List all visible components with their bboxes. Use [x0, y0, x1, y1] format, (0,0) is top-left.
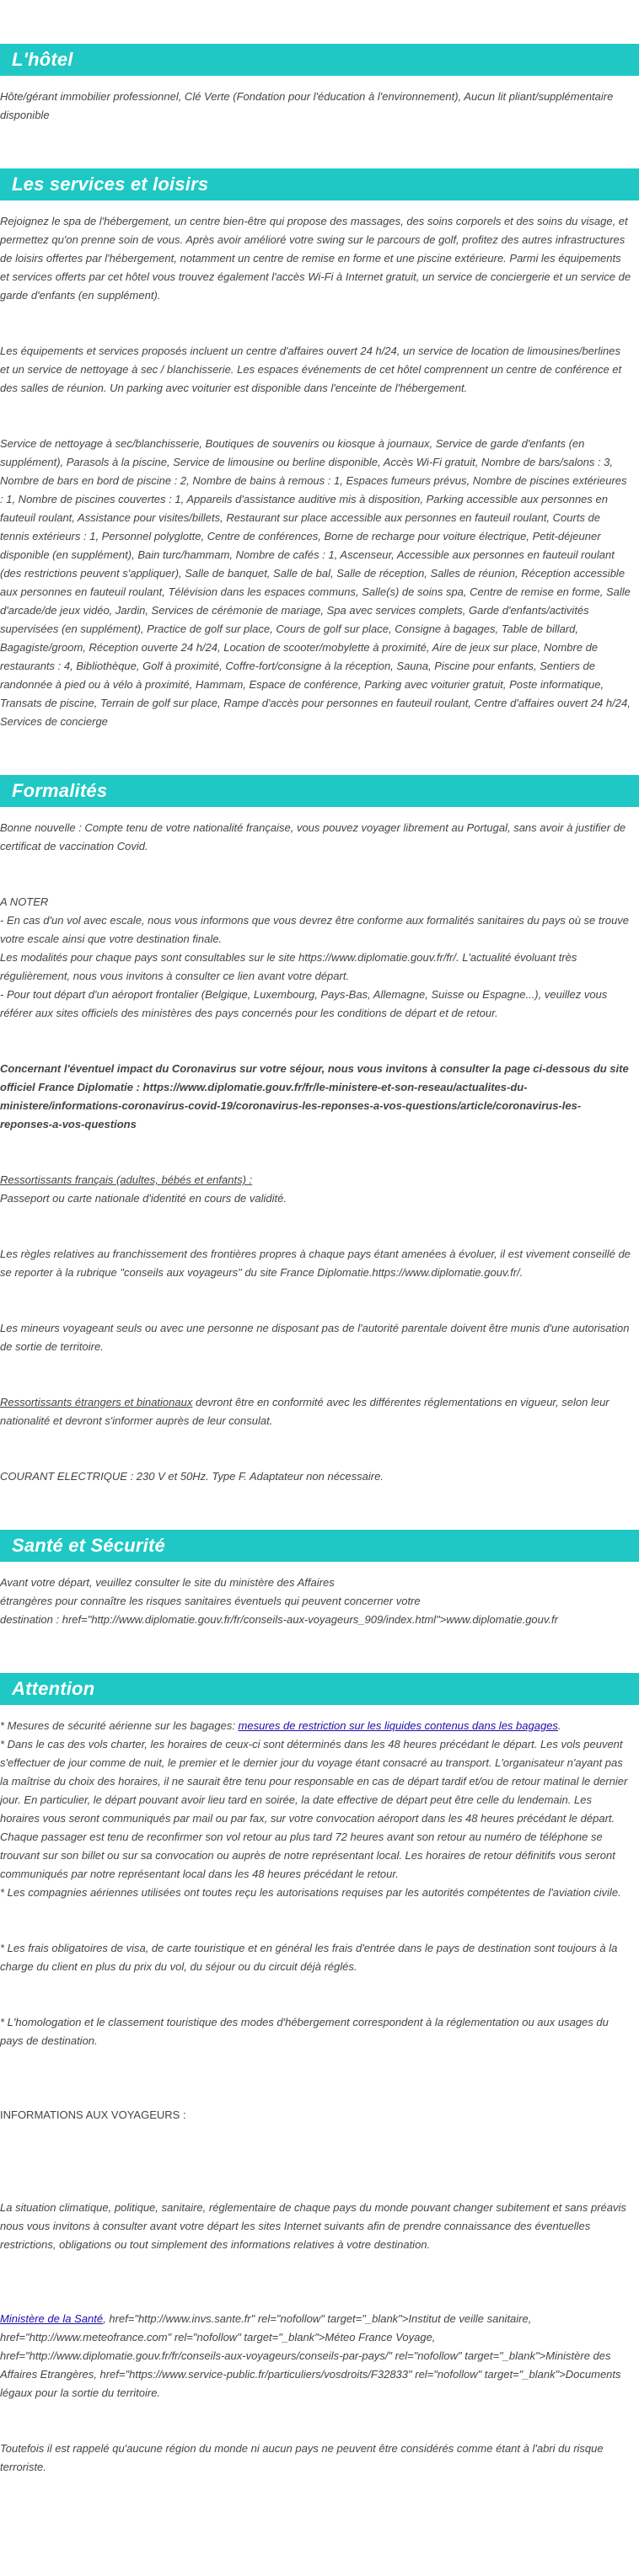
formalites-regles: Les règles relatives au franchissement des frontières propres à chaque pays étant amenées à évoluer, il est vivement conseillé de se reporter à la rubrique "conseils aux voyageurs" du site France Diplomatie.https://www.diplomatie.gouv.fr/.	[0, 1248, 631, 1279]
section-title-attention: Attention	[12, 1678, 95, 1699]
liquides-restriction-link[interactable]: mesures de restriction sur les liquides contenus dans les bagages	[238, 1719, 558, 1732]
formalites-a-noter: A NOTER	[0, 895, 49, 908]
section-header-hotel	[0, 44, 639, 76]
attention-charter: * Dans le cas des vols charter, les horaires de ceux-ci sont déterminés dans les 48 heures précédant le départ. Les vols peuvent s'effectuer de jour comme de nuit, le premier et le dernier jour du voyage étant consacré au transport. L'organisateur n'ayant pas la maîtrise du choix des horaires, il ne saurait être tenu pour responsable en cas de départ tardif et/ou de retour matinal le dernier jour. En particulier, le départ pouvant avoir lieu tard en soirée, la date effective de départ peut être celle du lendemain. Les horaires vous seront communiqués par mail ou par fax, sur votre convocation aéroport dans les 48 heures précédant le départ. Chaque passager est tenu de reconfirmer son vol retour au plus tard 72 heures avant son retour au numéro de téléphone se trouvant sur son billet ou sur sa convocation ou auprès de notre représentant local. Les horaires de retour définitifs vous seront communiqués par notre représentant local dans les 48 heures précédant le retour.	[0, 1738, 628, 1880]
section-header-formalites	[0, 775, 639, 807]
informations-voyageurs-2: nous vous invitons à consulter avant votre départ les sites Internet suivants afin de prendre connaissance des éventuelles restrictions, obligations ou tout simplement des informations relatives à votre destination.	[0, 2220, 591, 2251]
sante-line-1: Avant votre départ, veuillez consulter le site du ministère des Affaires	[0, 1576, 335, 1589]
informations-links	[0, 2310, 632, 2402]
formalites-text	[0, 819, 639, 1486]
services-text	[0, 212, 639, 731]
informations-links-text: , href="http://www.invs.sante.fr" rel="nofollow" target="_blank">Institut de veille sanitaire, href="http://www.meteofrance.com" rel="nofollow" target="_blank">Méteo France Voyage, href="http://www.diplomatie.gouv.fr/fr/conseils-aux-voyageurs/conseils-par-pays/" rel="nofollow" target="_blank">Ministère des Affaires Etrangères, href="https://www.service-public.fr/particuliers/vosdroits/F32833" rel="nofollow" target="_blank">Documents légaux pour la sortie du territoire.	[0, 2312, 621, 2399]
services-paragraph-1: Rejoignez le spa de l'hébergement, un centre bien-être qui propose des massages, des soins corporels et des soins du visage, et permettez qu'on prenne soin de vous. Après avoir amélioré votre swing sur le parcours de golf, profitez des autres infrastructures de loisirs offertes par l'hébergement, notamment un centre de remise en forme et une piscine extérieure. Parmi les équipements et services offerts par cet hôtel vous trouvez également l'accès Wi-Fi à Internet gratuit, un service de conciergerie et un service de garde d'enfants (en supplément).	[0, 215, 631, 302]
attention-bagages	[0, 1717, 632, 1735]
attention-compagnies: * Les compagnies aériennes utilisées ont toutes reçu les autorisations requises par les autorités compétentes de l'aviation civile.	[0, 1886, 621, 1899]
section-title-services: Les services et loisirs	[12, 174, 209, 195]
section-attention	[0, 1673, 639, 2477]
attention-text	[0, 1717, 639, 2477]
formalites-coronavirus: Concernant l'éventuel impact du Coronavirus sur votre séjour, nous vous invitons à consulter la page ci-dessous du site officiel France Diplomatie : https://www.diplomatie.gouv.fr/fr/le-ministere-et-son-reseau/actualites-du-ministere/informations-coronavirus-covid-19/coronavirus-les-reponses-a-vos-questions/article/coronavirus-les-reponses-a-vos-questions	[0, 1062, 629, 1130]
formalites-frontalier: - Pour tout départ d'un aéroport frontalier (Belgique, Luxembourg, Pays-Bas, Allemagne, Suisse ou Espagne...), veuillez vous référer aux sites officiels des ministères des pays concernés pour les conditions de départ et de retour.	[0, 988, 608, 1019]
informations-voyageurs-title: INFORMATIONS AUX VOYAGEURS :	[0, 2108, 186, 2121]
section-header-attention	[0, 1673, 639, 1705]
attention-bagages-text: * Mesures de sécurité aérienne sur les bagages:	[0, 1719, 239, 1732]
ministere-sante-link[interactable]: Ministère de la Santé	[0, 2312, 104, 2325]
section-services	[0, 168, 639, 731]
formalites-modalites: Les modalités pour chaque pays sont consultables sur le site https://www.diplomatie.gouv.fr/fr/. L'actualité évoluant très régulièrement, nous vous invitons à consulter ce lien avant votre départ.	[0, 951, 577, 982]
formalites-etrangers-text: devront être en conformité avec les différentes réglementations en vigueur, selon leur nationalité et devront s'informer auprès de leur consulat.	[0, 1396, 609, 1427]
informations-voyageurs-1: La situation climatique, politique, sanitaire, réglementaire de chaque pays du monde pouvant changer subitement et sans préavis	[0, 2201, 626, 2214]
formalites-passeport: Passeport ou carte nationale d'identité en cours de validité.	[0, 1192, 287, 1205]
formalites-courant: COURANT ELECTRIQUE : 230 V et 50Hz. Type F. Adaptateur non nécessaire.	[0, 1470, 384, 1483]
services-paragraph-2: Les équipements et services proposés incluent un centre d'affaires ouvert 24 h/24, un service de location de limousines/berlines et un service de nettoyage à sec / blanchisserie. Les espaces événements de cet hôtel comprennent un centre de conférence et des salles de réunion. Un parking avec voiturier est disponible dans l'enceinte de l'hébergement.	[0, 345, 622, 394]
formalites-ressortissants-francais: Ressortissants français (adultes, bébés et enfants) :	[0, 1173, 253, 1186]
formalites-mineurs: Les mineurs voyageant seuls ou avec une personne ne disposant pas de l'autorité parentale doivent être munis d'une autorisation de sortie de territoire.	[0, 1322, 630, 1353]
hotel-text	[0, 88, 639, 125]
attention-homologation: * L'homologation et le classement touristique des modes d'hébergement correspondent à la réglementation ou aux usages du pays de destination.	[0, 2016, 609, 2047]
page	[0, 44, 639, 2477]
section-title-formalites: Formalités	[12, 780, 108, 801]
section-title-hotel: L'hôtel	[12, 49, 73, 70]
attention-frais: * Les frais obligatoires de visa, de carte touristique et en général les frais d'entrée dans le pays de destination sont toujours à la charge du client en plus du prix du vol, du séjour ou du circuit déjà réglés.	[0, 1942, 618, 1973]
formalites-escale: - En cas d'un vol avec escale, nous vous informons que vous devrez être conforme aux formalités sanitaires du pays où se trouve votre escale ainsi que votre destination finale.	[0, 914, 630, 945]
section-header-sante	[0, 1530, 639, 1562]
formalites-etrangers	[0, 1393, 632, 1430]
attention-bagages-end: .	[557, 1719, 561, 1732]
sante-line-3: destination : href="http://www.diplomatie.gouv.fr/fr/conseils-aux-voyageurs_909/index.html">www.diplomatie.gouv.fr	[0, 1613, 558, 1626]
section-sante	[0, 1530, 639, 1629]
section-hotel	[0, 44, 639, 125]
services-paragraph-3: Service de nettoyage à sec/blanchisserie, Boutiques de souvenirs ou kiosque à journaux, Service de garde d'enfants (en supplément), Parasols à la piscine, Service de limousine ou berline disponible, Accès Wi-Fi gratuit, Nombre de bars/salons : 3, Nombre de bars en bord de piscine : 2, Nombre de bains à remous : 1, Espaces fumeurs prévus, Nombre de piscines extérieures : 1, Nombre de piscines couvertes : 1, Appareils d'assistance auditive mis à disposition, Parking accessible aux personnes en fauteuil roulant, Assistance pour visites/billets, Restaurant sur place accessible aux personnes en fauteuil roulant, Courts de tennis extérieurs : 1, Personnel polyglotte, Centre de conférences, Borne de recharge pour voiture électrique, Petit-déjeuner disponible (en supplément), Bain turc/hammam, Nombre de cafés : 1, Ascenseur, Accessible aux personnes en fauteuil roulant (des restrictions peuvent s'appliquer), Salle de banquet, Salle de bal, Salle de réception, Salles de réunion, Réception accessible aux personnes en fauteuil roulant, Télévision dans les espaces communs, Salle(s) de soins spa, Centre de remise en forme, Salle d'arcade/de jeux vidéo, Jardin, Services de cérémonie de mariage, Spa avec services complets, Garde d'enfants/activités supervisées (en supplément), Practice de golf sur place, Cours de golf sur place, Consigne à bagages, Table de billard, Bagagiste/groom, Réception ouverte 24 h/24, Location de scooter/mobylette à proximité, Aire de jeux sur place, Nombre de restaurants : 4, Bibliothèque, Golf à proximité, Coffre-fort/consigne à la réception, Sauna, Piscine pour enfants, Sentiers de randonnée à pied ou à vélo à proximité, Hammam, Espace de conférence, Parking avec voiturier gratuit, Poste informatique, Transats de piscine, Terrain de golf sur place, Rampe d'accès pour personnes en fauteuil roulant, Centre d'affaires ouvert 24 h/24, Services de concierge	[0, 437, 631, 728]
hotel-paragraph: Hôte/gérant immobilier professionnel, Clé Verte (Fondation pour l'éducation à l'environnement), Aucun lit pliant/supplémentaire disponible	[0, 90, 614, 121]
formalites-etrangers-label: Ressortissants étrangers et binationaux	[0, 1396, 193, 1408]
section-header-services	[0, 168, 639, 200]
sante-line-2: étrangères pour connaître les risques sanitaires éventuels qui peuvent concerner votre	[0, 1595, 421, 1607]
sante-text	[0, 1574, 639, 1629]
formalites-intro: Bonne nouvelle : Compte tenu de votre nationalité française, vous pouvez voyager librement au Portugal, sans avoir à justifier de certificat de vaccination Covid.	[0, 821, 626, 852]
section-title-sante: Santé et Sécurité	[12, 1535, 165, 1556]
section-formalites	[0, 775, 639, 1486]
attention-terroriste: Toutefois il est rappelé qu'aucune région du monde ni aucun pays ne peuvent être considérés comme étant à l'abri du risque terroriste.	[0, 2442, 604, 2473]
